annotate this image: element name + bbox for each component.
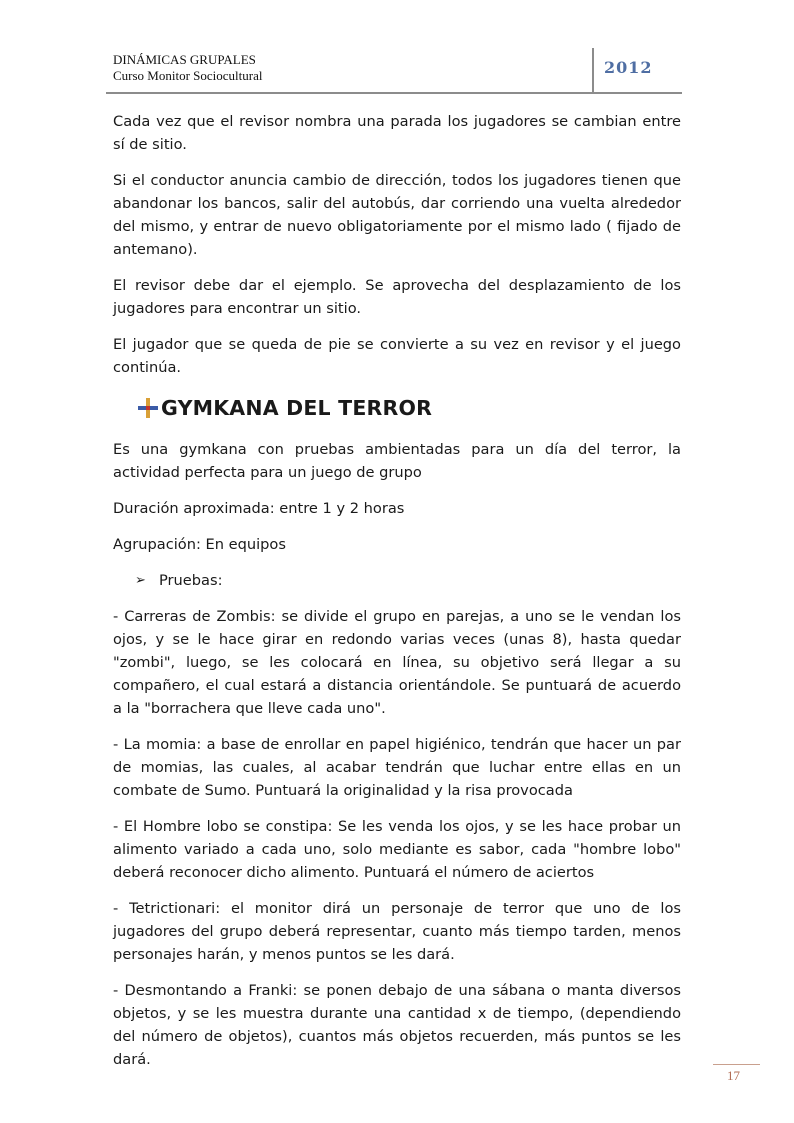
bullet-item <box>135 569 681 592</box>
header-subtitle: Curso Monitor Sociocultural <box>113 68 263 83</box>
header-vertical-divider <box>592 48 594 92</box>
cross-bullet-icon <box>137 397 159 419</box>
bullet-label: Pruebas: <box>159 572 223 589</box>
prueba-paragraph: - Desmontando a Franki: se ponen debajo de una sábana o manta diversos objetos, y se les muestra durante una cantidad x de tiempo, (dependiendo del número de objetos), cuantos más objetos recuerden, más puntos se les dará. <box>113 982 681 1068</box>
intro-paragraph: Es una gymkana con pruebas ambientadas para un día del terror, la actividad perfecta para un juego de grupo <box>113 441 681 481</box>
paragraph: Si el conductor anuncia cambio de dirección, todos los jugadores tienen que abandonar los bancos, salir del autobús, dar corriendo una vuelta alrededor del mismo, y entrar de nuevo obligatoriamente por el mismo lado ( fijado de antemano). <box>113 172 681 258</box>
document-body <box>113 110 681 1084</box>
section-title: GYMKANA DEL TERROR <box>161 395 433 420</box>
section-heading <box>137 392 681 424</box>
grouping-line: Agrupación: En equipos <box>113 536 286 553</box>
page-header <box>106 48 682 94</box>
prueba-paragraph: - Carreras de Zombis: se divide el grupo en parejas, a uno se le vendan los ojos, y se le hace girar en redondo varias veces (unas 8), hasta quedar "zombi", luego, se les colocará en línea, su objetivo será llegar a su compañero, el cual estará a distancia orientándole. Se puntuará de acuerdo a la "borrachera que lleve cada uno". <box>113 608 681 717</box>
paragraph: El jugador que se queda de pie se convierte a su vez en revisor y el juego continúa. <box>113 336 681 376</box>
header-left-block <box>113 52 263 84</box>
paragraph: El revisor debe dar el ejemplo. Se aprovecha del desplazamiento de los jugadores para encontrar un sitio. <box>113 277 681 317</box>
page-number: 17 <box>727 1068 740 1083</box>
paragraph: Cada vez que el revisor nombra una parada los jugadores se cambian entre sí de sitio. <box>113 113 681 153</box>
arrow-bullet-icon: ➢ <box>135 573 146 588</box>
footer-divider <box>713 1064 760 1065</box>
duration-line: Duración aproximada: entre 1 y 2 horas <box>113 500 405 517</box>
header-horizontal-divider <box>106 92 682 94</box>
prueba-paragraph: - El Hombre lobo se constipa: Se les venda los ojos, y se les hace probar un alimento variado a cada uno, solo mediante es sabor, cada "hombre lobo" deberá reconocer dicho alimento. Puntuará el número de aciertos <box>113 818 681 881</box>
prueba-paragraph: - Tetrictionari: el monitor dirá un personaje de terror que uno de los jugadores del grupo deberá representar, cuanto más tiempo tarden, menos personajes harán, y menos puntos se les dará. <box>113 900 681 963</box>
header-title: DINÁMICAS GRUPALES <box>113 52 256 67</box>
header-year: 2012 <box>604 58 653 77</box>
prueba-paragraph: - La momia: a base de enrollar en papel higiénico, tendrán que hacer un par de momias, las cuales, al acabar tendrán que luchar entre ellas en un combate de Sumo. Puntuará la originalidad y la risa provocada <box>113 736 681 799</box>
